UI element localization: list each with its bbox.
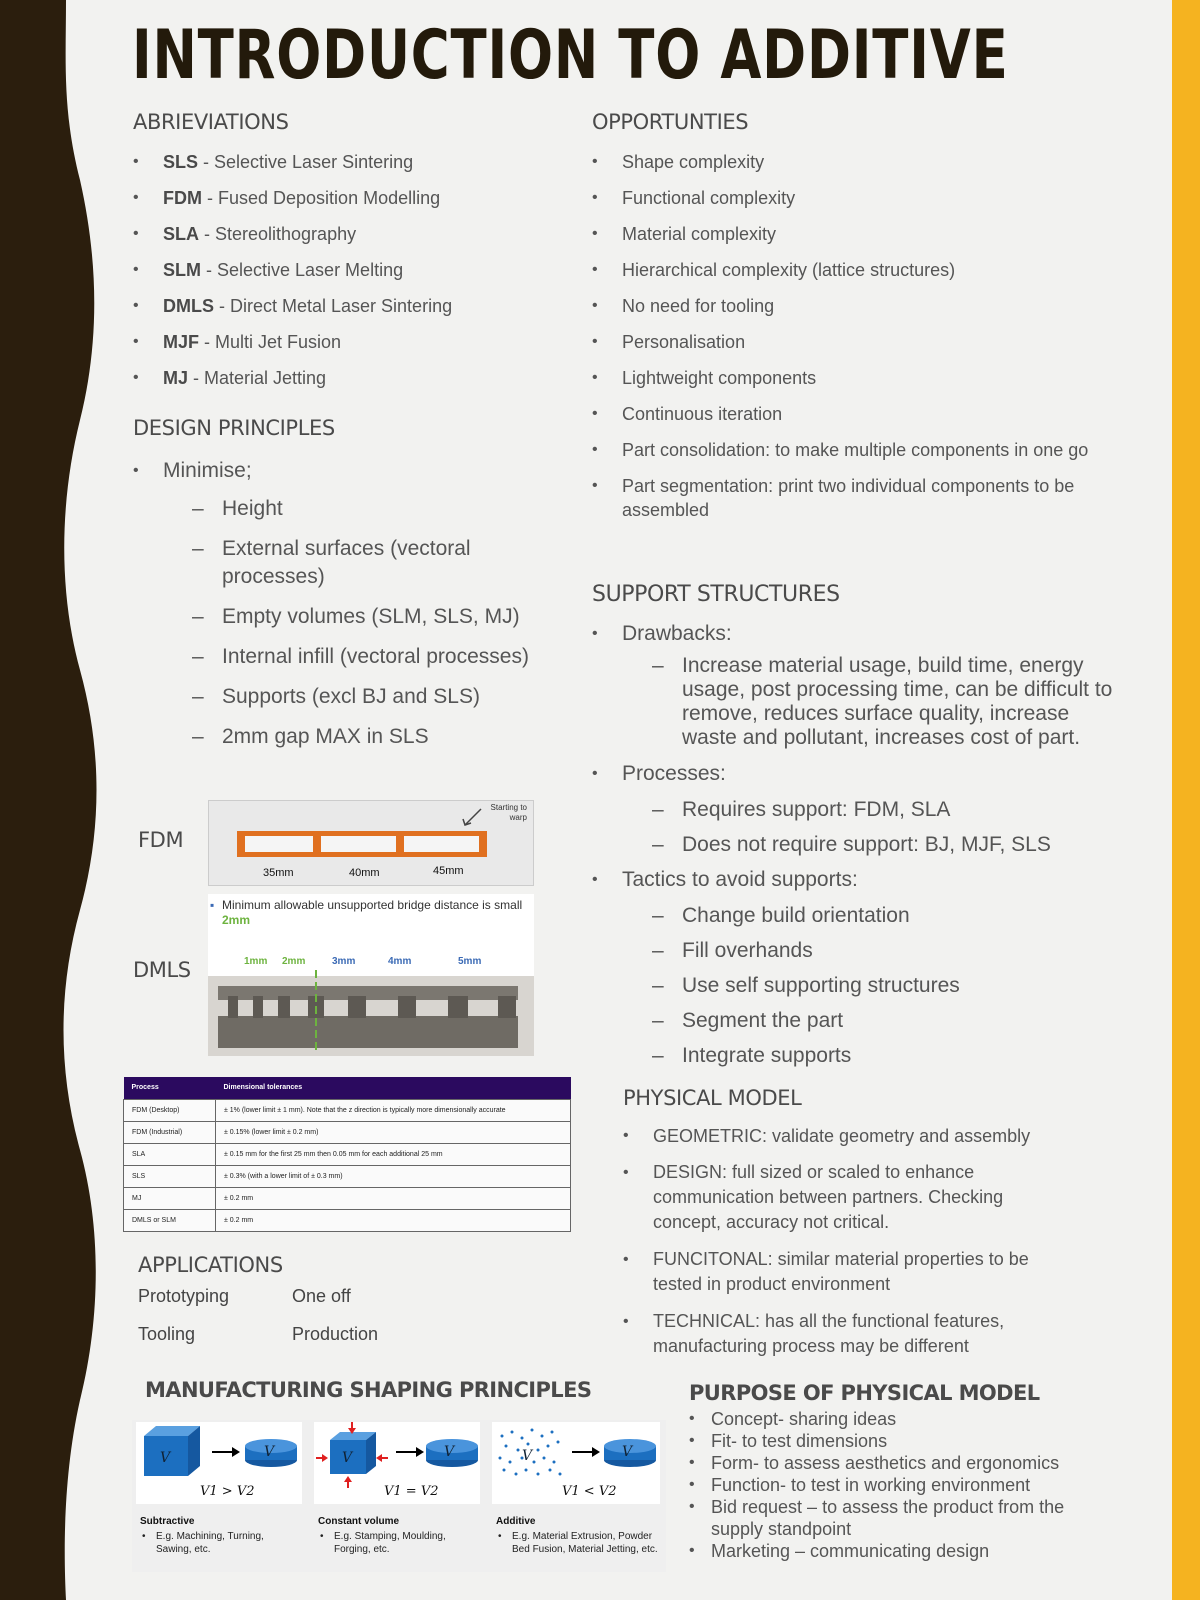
table-row: SLA ± 0.15 mm for the first 25 mm then 0.05 mm for each additional 25 mm	[124, 1143, 571, 1165]
dim-label: 40mm	[349, 867, 380, 879]
list-item: • Continuous iteration	[592, 402, 1112, 426]
list-item: • Tactics to avoid supports:	[592, 866, 1112, 894]
list-item: • SLM - Selective Laser Melting	[133, 258, 573, 282]
application-item: One off	[292, 1286, 351, 1306]
physical-model-list	[623, 1124, 1063, 1359]
list-item: – Internal infill (vectoral processes)	[192, 643, 552, 671]
list-item: • Part consolidation: to make multiple components in one go	[592, 438, 1112, 462]
list-item: – Integrate supports	[652, 1042, 1122, 1070]
list-item: • MJF - Multi Jet Fusion	[133, 330, 573, 354]
list-item: • Lightweight components	[592, 366, 1112, 390]
list-item: • FDM - Fused Deposition Modelling	[133, 186, 573, 210]
svg-text:V: V	[342, 1450, 353, 1466]
svg-text:V: V	[622, 1444, 633, 1460]
list-item: • Bid request – to assess the product from the supply standpoint	[689, 1496, 1109, 1540]
wavy-border	[0, 0, 120, 1600]
abbreviations-heading: ABRIEVIATIONS	[133, 110, 289, 134]
bridge-note: ▪ Minimum allowable unsupported bridge distance is small 2mm	[210, 898, 523, 927]
dim-label: 3mm	[332, 956, 356, 967]
constant-volume-diagram	[314, 1422, 480, 1504]
subtractive-caption: Subtractive • E.g. Machining, Turning, Sawing, etc.	[140, 1516, 264, 1555]
processes-label	[592, 760, 1112, 788]
design-principles-lead	[133, 457, 553, 485]
fdm-label: FDM	[138, 828, 184, 852]
list-item: • DESIGN: full sized or scaled to enhance communication between partners. Checking concept, accuracy not critical.	[623, 1160, 1063, 1235]
table-row: FDM (Desktop) ± 1% (lower limit ± 1 mm). Note that the z direction is typically more dimensionally accurate	[124, 1099, 571, 1121]
table-row: DMLS or SLM ± 0.2 mm	[124, 1209, 571, 1231]
dim-label: 4mm	[388, 956, 412, 967]
list-item: – External surfaces (vectoral processes)	[192, 535, 552, 591]
list-item: • Material complexity	[592, 222, 1112, 246]
volume-relation: V1 < V2	[562, 1484, 617, 1499]
list-item: • SLA - Stereolithography	[133, 222, 573, 246]
processes-list	[652, 796, 1122, 859]
volume-relation: V1 = V2	[384, 1484, 439, 1499]
list-item: – Fill overhands	[652, 937, 1122, 965]
subtractive-diagram	[136, 1422, 302, 1504]
dmls-bridge-image	[208, 894, 534, 1056]
design-principles-heading: DESIGN PRINCIPLES	[133, 416, 335, 440]
design-principles-list	[192, 495, 552, 751]
table-header-row	[124, 1077, 571, 1099]
purpose-list	[689, 1408, 1109, 1562]
tolerance-table	[123, 1077, 571, 1232]
list-item: • GEOMETRIC: validate geometry and assembly	[623, 1124, 1063, 1148]
list-item: • Drawbacks:	[592, 620, 1112, 648]
list-item: – Segment the part	[652, 1007, 1122, 1035]
table-row: SLS ± 0.3% (with a lower limit of ± 0.3 mm)	[124, 1165, 571, 1187]
abbreviations-list	[133, 150, 573, 390]
list-item: • MJ - Material Jetting	[133, 366, 573, 390]
fdm-warp-image	[208, 800, 534, 886]
list-item: – Empty volumes (SLM, SLS, MJ)	[192, 603, 552, 631]
list-item: • Fit- to test dimensions	[689, 1430, 1109, 1452]
list-item: • FUNCITONAL: similar material properties to be tested in product environment	[623, 1247, 1063, 1297]
table-row: MJ ± 0.2 mm	[124, 1187, 571, 1209]
list-item: • No need for tooling	[592, 294, 1112, 318]
list-item: • TECHNICAL: has all the functional features, manufacturing process may be different	[623, 1309, 1063, 1359]
dim-label: 35mm	[263, 867, 294, 879]
svg-text:V: V	[160, 1450, 171, 1466]
application-item: Production	[292, 1324, 379, 1344]
table-row: FDM (Industrial) ± 0.15% (lower limit ± 0.2 mm)	[124, 1121, 571, 1143]
tactics-list	[652, 902, 1122, 1070]
svg-text:V: V	[522, 1448, 533, 1464]
purpose-heading: PURPOSE OF PHYSICAL MODEL	[689, 1381, 1040, 1405]
manufacturing-figure	[132, 1420, 666, 1572]
additive-caption: Additive • E.g. Material Extrusion, Powder Bed Fusion, Material Jetting, etc.	[496, 1516, 658, 1555]
list-item: • Function- to test in working environment	[689, 1474, 1109, 1496]
list-item: – Height	[192, 495, 552, 523]
list-item: • Personalisation	[592, 330, 1112, 354]
additive-diagram	[492, 1422, 660, 1504]
list-item: • SLS - Selective Laser Sintering	[133, 150, 573, 174]
list-item: – Supports (excl BJ and SLS)	[192, 683, 552, 711]
tactics-label	[592, 866, 1112, 894]
list-item: • Form- to assess aesthetics and ergonomics	[689, 1452, 1109, 1474]
list-item: • Minimise;	[133, 457, 553, 485]
application-item: Tooling	[138, 1324, 196, 1344]
opportunities-list	[592, 150, 1112, 522]
list-item: • Part segmentation: print two individual components to be assembled	[592, 474, 1112, 522]
list-item: • Concept- sharing ideas	[689, 1408, 1109, 1430]
list-item: – 2mm gap MAX in SLS	[192, 723, 552, 751]
column-header: Dimensional tolerances	[216, 1077, 571, 1099]
list-item: – Use self supporting structures	[652, 972, 1122, 1000]
column-header: Process	[124, 1077, 216, 1099]
list-item: – Change build orientation	[652, 902, 1122, 930]
constant-volume-caption: Constant volume • E.g. Stamping, Moulding, Forging, etc.	[318, 1516, 446, 1555]
svg-text:V: V	[264, 1444, 275, 1460]
dim-label: 45mm	[433, 865, 464, 877]
application-item: Prototyping	[138, 1286, 230, 1306]
dim-label: 2mm	[282, 956, 306, 967]
dim-label: 5mm	[458, 956, 482, 967]
list-item: • Shape complexity	[592, 150, 1112, 174]
warp-note: Starting to warp	[490, 803, 527, 822]
list-item: • DMLS - Direct Metal Laser Sintering	[133, 294, 573, 318]
list-item: • Hierarchical complexity (lattice structures)	[592, 258, 1112, 282]
list-item: – Increase material usage, build time, energy usage, post processing time, can be difficult to remove, reduces surface quality, increase waste and pollutant, increases cost of part.	[652, 654, 1122, 750]
physical-model-heading: PHYSICAL MODEL	[623, 1086, 802, 1110]
list-item: • Marketing – communicating design	[689, 1540, 1109, 1562]
list-item: – Does not require support: BJ, MJF, SLS	[652, 831, 1122, 859]
opportunities-heading: OPPORTUNTIES	[592, 110, 749, 134]
svg-text:V: V	[444, 1444, 455, 1460]
dmls-label: DMLS	[133, 958, 191, 982]
gold-side-bar	[1172, 0, 1200, 1600]
list-item: • Processes:	[592, 760, 1112, 788]
support-structures-heading: SUPPORT STRUCTURES	[592, 582, 840, 607]
dim-label: 1mm	[244, 956, 268, 967]
manufacturing-heading: MANUFACTURING SHAPING PRINCIPLES	[145, 1378, 592, 1402]
drawbacks-list	[652, 654, 1122, 750]
list-item: – Requires support: FDM, SLA	[652, 796, 1122, 824]
volume-relation: V1 > V2	[200, 1484, 255, 1499]
drawbacks-label	[592, 620, 1112, 648]
applications-heading: APPLICATIONS	[138, 1253, 283, 1277]
list-item: • Functional complexity	[592, 186, 1112, 210]
page-title: INTRODUCTION TO ADDITIVE	[132, 16, 1009, 95]
